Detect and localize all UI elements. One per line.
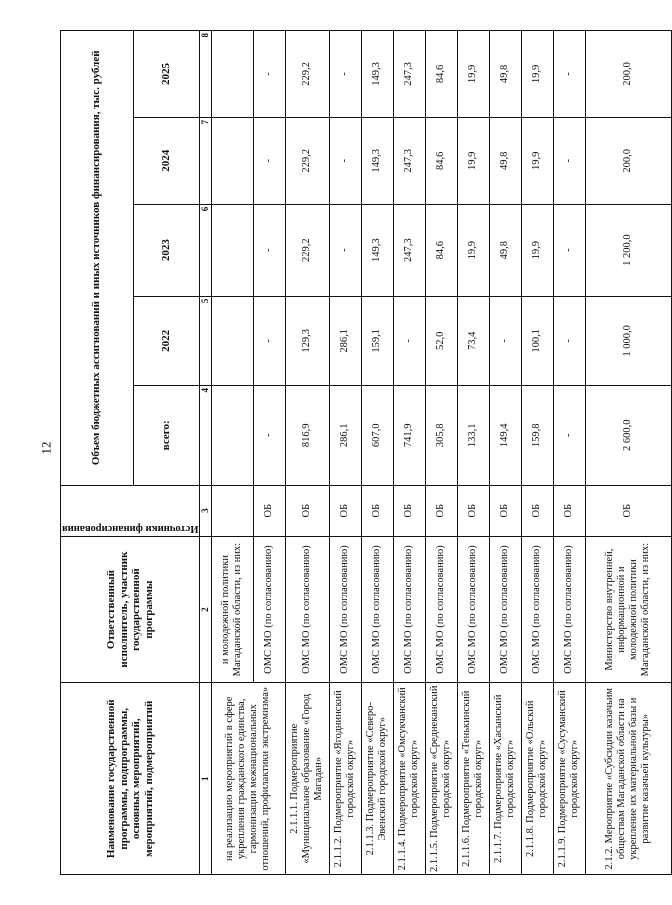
row-2023: 229,2	[285, 204, 329, 296]
row-name: 2.1.1.6. Подмероприятие «Тенькинский городской округ»	[457, 683, 489, 875]
row-source: ОБ	[253, 485, 285, 536]
row-2024: -	[553, 117, 585, 204]
row-2024: -	[329, 117, 361, 204]
table-row	[393, 31, 425, 875]
row-2025	[211, 31, 253, 118]
col-num-1: 1	[200, 683, 211, 875]
funding-table	[60, 30, 672, 875]
col-num-6: 6	[200, 204, 211, 296]
row-2024	[211, 117, 253, 204]
row-2025: 49,8	[489, 31, 521, 118]
row-2022: -	[489, 296, 521, 385]
row-source: ОБ	[585, 485, 671, 536]
row-name: 2.1.1.3. Подмероприятие «Северо-Эвенский городской округ»	[361, 683, 393, 875]
row-name: 2.1.1.5. Подмероприятие «Среднеканский городской округ»	[425, 683, 457, 875]
row-2023: -	[253, 204, 285, 296]
row-responsible: ОМС МО (по согласованию)	[457, 536, 489, 683]
row-2023: 19,9	[457, 204, 489, 296]
row-name: 2.1.1.9. Подмероприятие «Сусуманский городской округ»	[553, 683, 585, 875]
row-name: 2.1.1.8. Подмероприятие «Ольский городской округ»	[521, 683, 553, 875]
table-row	[585, 31, 671, 875]
row-responsible: ОМС МО (по согласованию)	[425, 536, 457, 683]
row-2024: 19,9	[457, 117, 489, 204]
row-2025: 149,3	[361, 31, 393, 118]
row-2025: -	[253, 31, 285, 118]
row-responsible: ОМС МО (по согласованию)	[361, 536, 393, 683]
row-2022: -	[253, 296, 285, 385]
row-source: ОБ	[285, 485, 329, 536]
row-2025: 19,9	[457, 31, 489, 118]
row-name: 2.1.2. Мероприятие «Субсидии казачьим обществам Магаданской области на укрепление их материальной базы и развитие казачьей культуры»	[585, 683, 671, 875]
row-2022: -	[553, 296, 585, 385]
row-2023: -	[329, 204, 361, 296]
row-2022: -	[393, 296, 425, 385]
row-responsible: ОМС МО (по согласованию)	[329, 536, 361, 683]
row-total: 741,9	[393, 386, 425, 486]
row-2022	[211, 296, 253, 385]
row-2024: 49,8	[489, 117, 521, 204]
row-total: 2 600,0	[585, 386, 671, 486]
row-source	[211, 485, 253, 536]
header-total: всего:	[133, 386, 200, 486]
header-sources	[61, 485, 200, 536]
row-total: 607,0	[361, 386, 393, 486]
row-name: 2.1.1.1. Подмероприятие «Муниципальное образование «Город Магадан»	[285, 683, 329, 875]
row-2024: -	[253, 117, 285, 204]
table-row	[285, 31, 329, 875]
row-2025: -	[553, 31, 585, 118]
row-responsible: ОМС МО (по согласованию)	[553, 536, 585, 683]
row-2025: 19,9	[521, 31, 553, 118]
row-source: ОБ	[521, 485, 553, 536]
col-num-2: 2	[200, 536, 211, 683]
row-2025: -	[329, 31, 361, 118]
row-2022: 129,3	[285, 296, 329, 385]
row-2023: 247,3	[393, 204, 425, 296]
row-name: 2.1.1.2. Подмероприятие «Ягоднинский городской округ»	[329, 683, 361, 875]
row-2024: 200,0	[585, 117, 671, 204]
row-2025: 229,2	[285, 31, 329, 118]
table-row	[211, 31, 253, 875]
row-source: ОБ	[553, 485, 585, 536]
row-responsible: Министерство внутренней, информационной и молодежной политики Магаданской области, из них:	[585, 536, 671, 683]
header-2025: 2025	[133, 31, 200, 118]
row-2023: 149,3	[361, 204, 393, 296]
row-2023: 1 200,0	[585, 204, 671, 296]
row-total: 149,4	[489, 386, 521, 486]
row-2023: 19,9	[521, 204, 553, 296]
row-2022: 100,1	[521, 296, 553, 385]
row-2025: 200,0	[585, 31, 671, 118]
col-num-7: 7	[200, 117, 211, 204]
row-name: 2.1.1.4. Подмероприятие «Омсукчанский городской округ»	[393, 683, 425, 875]
table-row	[489, 31, 521, 875]
table-row	[457, 31, 489, 875]
row-total: -	[253, 386, 285, 486]
rotated-page	[60, 30, 652, 875]
row-name: 2.1.1.7. Подмероприятие «Хасынский городской округ»	[489, 683, 521, 875]
header-2024: 2024	[133, 117, 200, 204]
row-2025: 84,6	[425, 31, 457, 118]
row-2023: 49,8	[489, 204, 521, 296]
row-responsible: ОМС МО (по согласованию)	[253, 536, 285, 683]
row-total	[211, 386, 253, 486]
header-responsible: Ответственный исполнитель, участник государственной программы	[61, 536, 200, 683]
row-total: -	[553, 386, 585, 486]
row-2024: 84,6	[425, 117, 457, 204]
row-responsible: ОМС МО (по согласованию)	[393, 536, 425, 683]
row-2022: 286,1	[329, 296, 361, 385]
table-row	[521, 31, 553, 875]
row-source: ОБ	[425, 485, 457, 536]
header-2022: 2022	[133, 296, 200, 385]
header-name: Наименование государственной программы, подпрограммы, основных мероприятий, мероприятий, подмероприятий	[61, 683, 200, 875]
table-row	[425, 31, 457, 875]
row-responsible: ОМС МО (по согласованию)	[285, 536, 329, 683]
row-total: 159,8	[521, 386, 553, 486]
row-2022: 52,0	[425, 296, 457, 385]
row-2023: 84,6	[425, 204, 457, 296]
header-sources-text: Источники финансирования	[62, 522, 199, 534]
col-num-4: 4	[200, 386, 211, 486]
row-total: 133,1	[457, 386, 489, 486]
row-source: ОБ	[393, 485, 425, 536]
row-2024: 19,9	[521, 117, 553, 204]
row-source: ОБ	[361, 485, 393, 536]
header-funding: Объем бюджетных ассигнований и иных источников финансирования, тыс. рублей	[61, 31, 134, 486]
row-2023	[211, 204, 253, 296]
page-number: 12	[38, 441, 54, 455]
col-num-5: 5	[200, 296, 211, 385]
row-2024: 247,3	[393, 117, 425, 204]
row-responsible: ОМС МО (по согласованию)	[521, 536, 553, 683]
row-total: 816,9	[285, 386, 329, 486]
row-responsible: ОМС МО (по согласованию)	[489, 536, 521, 683]
row-source: ОБ	[489, 485, 521, 536]
row-2024: 149,3	[361, 117, 393, 204]
row-total: 286,1	[329, 386, 361, 486]
table-row	[553, 31, 585, 875]
row-2022: 73,4	[457, 296, 489, 385]
row-2022: 1 000,0	[585, 296, 671, 385]
row-total: 305,8	[425, 386, 457, 486]
table-row	[361, 31, 393, 875]
header-2023: 2023	[133, 204, 200, 296]
row-name: на реализацию мероприятий в сфере укрепления гражданского единства, гармонизации межнациональных отношений, профилактики экстремизма»	[211, 683, 285, 875]
row-source: ОБ	[329, 485, 361, 536]
row-2022: 159,1	[361, 296, 393, 385]
col-num-3: 3	[200, 485, 211, 536]
row-source: ОБ	[457, 485, 489, 536]
row-2023: -	[553, 204, 585, 296]
col-num-8: 8	[200, 31, 211, 118]
row-2025: 247,3	[393, 31, 425, 118]
table-row	[329, 31, 361, 875]
row-2024: 229,2	[285, 117, 329, 204]
row-responsible: и молодежной политики Магаданской области, из них:	[211, 536, 253, 683]
